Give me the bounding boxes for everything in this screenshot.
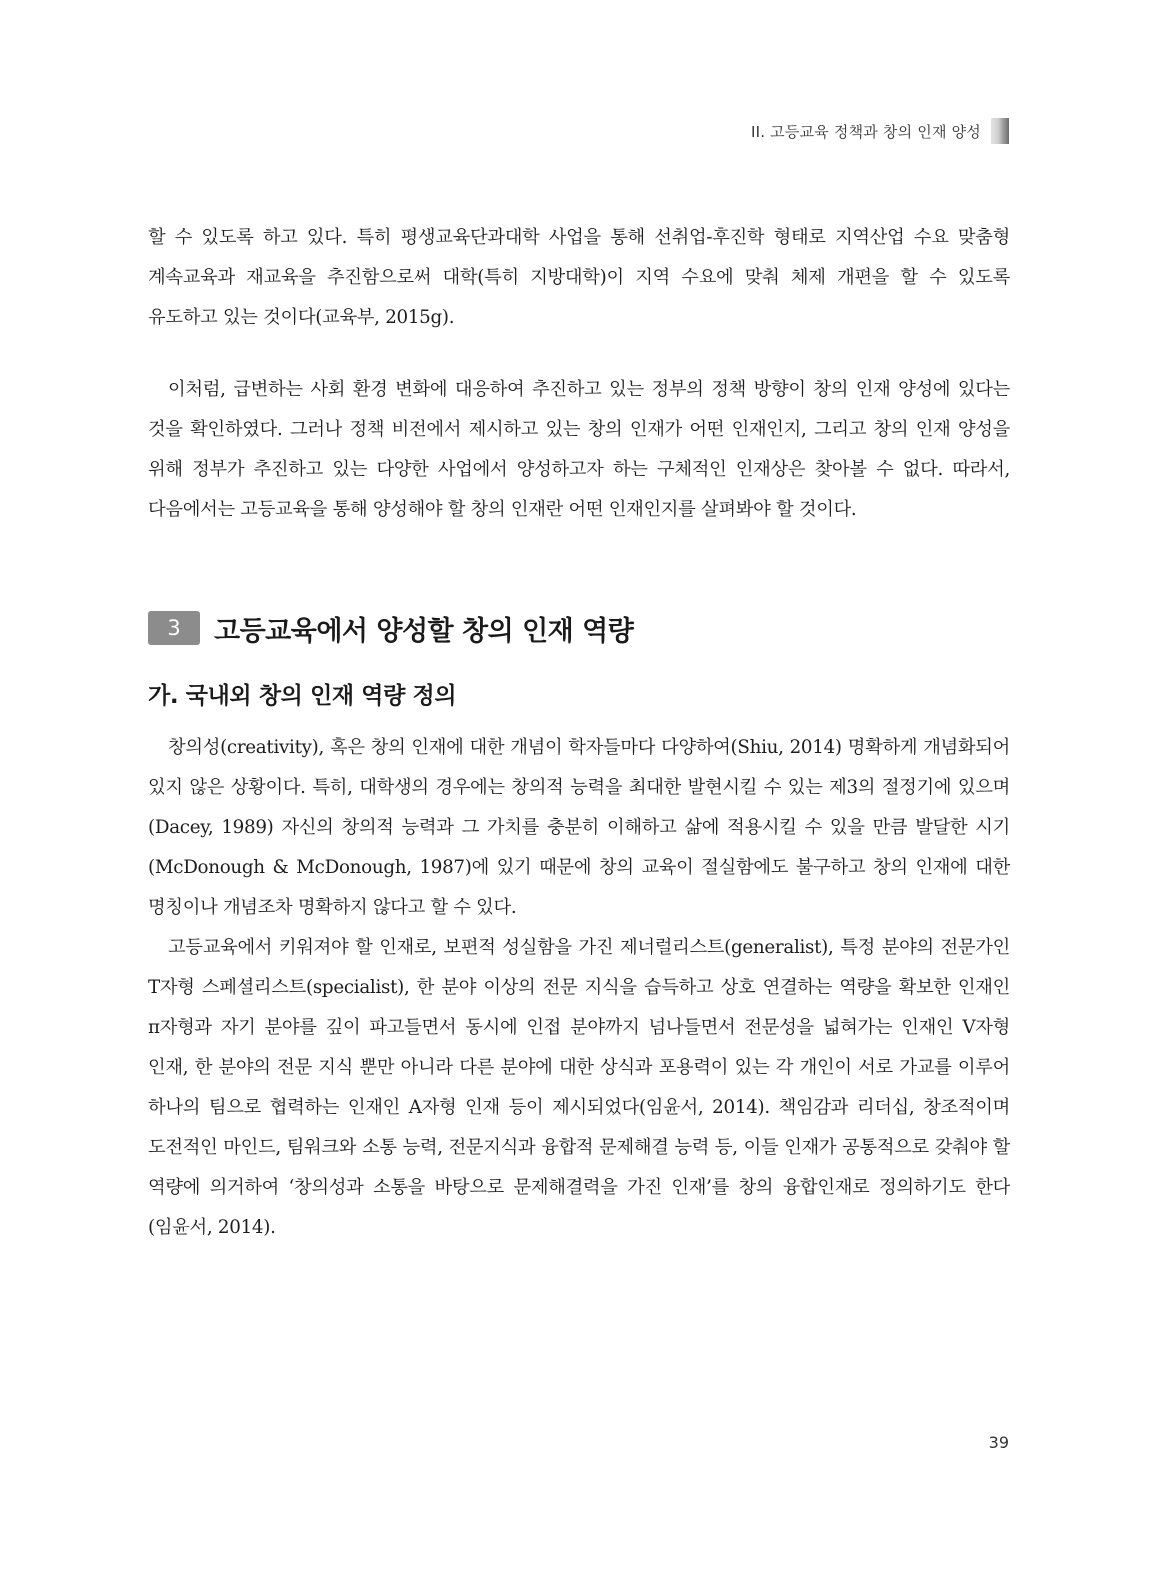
page-number: 39 <box>988 1433 1009 1452</box>
page-content <box>148 218 1010 1248</box>
subsection-title: 가. 국내외 창의 인재 역량 정의 <box>148 683 457 709</box>
header-gradient-bar <box>991 118 1009 144</box>
running-header <box>751 118 1009 144</box>
paragraph-continuation: 할 수 있도록 하고 있다. 특히 평생교육단과대학 사업을 통해 선취업-후진학 형태로 지역산업 수요 맞춤형 계속교육과 재교육을 추진함으로써 대학(특히 지방대학)이 지역 수요에 맞춰 체제 개편을 할 수 있도록 유도하고 있는 것이다(교육부, 2015g). <box>148 227 1010 328</box>
section-number-badge: 3 <box>148 611 200 645</box>
paragraph-creativity-definition: 창의성(creativity), 혹은 창의 인재에 대한 개념이 학자들마다 다양하여(Shiu, 2014) 명확하게 개념화되어 있지 않은 상황이다. 특히, 대학생의 경우에는 창의적 능력을 최대한 발현시킬 수 있는 제3의 절정기에 있으며(Dacey, 1989) 자신의 창의적 능력과 그 가치를 충분히 이해하고 삶에 적용시킬 수 있을 만큼 발달한 시기(McDonough & McDonough, 1987)에 있기 때문에 창의 교육이 절실함에도 불구하고 창의 인재에 대한 명칭이나 개념조차 명확하지 않다고 할 수 있다. <box>148 737 1010 918</box>
running-header-title: II. 고등교육 정책과 창의 인재 양성 <box>750 122 981 141</box>
section-title: 고등교육에서 양성할 창의 인재 역량 <box>214 615 634 647</box>
paragraph-summary: 이처럼, 급변하는 사회 환경 변화에 대응하여 추진하고 있는 정부의 정책 방향이 창의 인재 양성에 있다는 것을 확인하였다. 그러나 정책 비전에서 제시하고 있는 창의 인재가 어떤 인재인지, 그리고 창의 인재 양성을 위해 정부가 추진하고 있는 다양한 사업에서 양성하고자 하는 구체적인 인재상은 찾아볼 수 없다. 따라서, 다음에서는 고등교육을 통해 양성해야 할 창의 인재란 어떤 인재인지를 살펴봐야 할 것이다. <box>148 379 1010 520</box>
paragraph-talent-types: 고등교육에서 키워져야 할 인재로, 보편적 성실함을 가진 제너럴리스트(generalist), 특정 분야의 전문가인 T자형 스페셜리스트(specialist), 한 분야 이상의 전문 지식을 습득하고 상호 연결하는 역량을 확보한 인재인 π자형과 자기 분야를 깊이 파고들면서 동시에 인접 분야까지 넘나들면서 전문성을 넓혀가는 인재인 V자형 인재, 한 분야의 전문 지식 뿐만 아니라 다른 분야에 대한 상식과 포용력이 있는 각 개인이 서로 가교를 이루어 하나의 팀으로 협력하는 인재인 A자형 인재 등이 제시되었다(임윤서, 2014). 책임감과 리더십, 창조적이며 도전적인 마인드, 팀워크와 소통 능력, 전문지식과 융합적 문제해결 능력 등, 이들 인재가 공통적으로 갖춰야 할 역량에 의거하여 ‘창의성과 소통을 바탕으로 문제해결력을 가진 인재’를 창의 융합인재로 정의하기도 한다(임윤서, 2014). <box>148 937 1010 1238</box>
section-heading <box>148 606 1010 650</box>
